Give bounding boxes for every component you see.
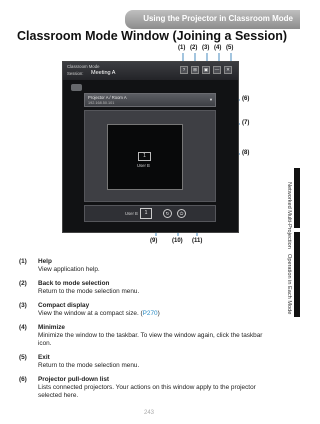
section-title: Using the Projector in Classroom Mode <box>143 14 293 23</box>
callout-9: (9) <box>150 238 158 244</box>
side-label-operation: Operation in Each Mode <box>286 254 292 315</box>
callout-7: (7) <box>242 120 250 126</box>
desc-num: (5) <box>19 354 27 361</box>
desc-num: (4) <box>19 324 27 331</box>
user-bar-name: User B <box>125 211 138 216</box>
projector-name: Projector A / Room A <box>88 95 127 100</box>
desc-text: Lists connected projectors. Your actions on this window apply to the projector selected here. <box>38 384 256 400</box>
desc-text: View application help. <box>38 266 100 273</box>
mode-label: Classroom Mode <box>67 64 100 69</box>
projector-ip: 192.168.50.101 <box>88 101 115 105</box>
window-tab-icon <box>71 84 82 91</box>
callout-3: (3) <box>202 45 210 51</box>
desc-num: (1) <box>19 258 27 265</box>
callout-10: (10) <box>172 238 183 244</box>
desc-term: Compact display <box>38 302 90 309</box>
back-to-mode-button[interactable]: ⊞ <box>191 66 199 74</box>
callout-8: (8) <box>242 150 250 156</box>
desc-text: Return to the mode selection menu. <box>38 288 140 295</box>
window-titlebar <box>63 62 238 80</box>
desc-term: Minimize <box>38 324 65 331</box>
side-tab-operation <box>294 232 300 317</box>
page-link[interactable]: P270 <box>142 310 158 317</box>
page-number: 243 <box>144 410 155 416</box>
projector-display-area <box>84 110 216 202</box>
section-header-bar <box>125 10 300 29</box>
callout-2: (2) <box>190 45 198 51</box>
screen-user-label: User B <box>137 163 150 168</box>
desc-term: Help <box>38 258 52 265</box>
compact-display-button[interactable]: ▣ <box>203 67 209 72</box>
help-button[interactable]: ? <box>180 66 188 74</box>
callout-6: (6) <box>242 96 250 102</box>
screen-number-icon: 1 <box>138 152 151 161</box>
minimize-button[interactable]: — <box>214 67 220 72</box>
callout-4: (4) <box>214 45 222 51</box>
refresh-icon[interactable]: ↻ <box>163 209 172 218</box>
classroom-mode-window-screenshot <box>62 61 239 233</box>
side-label-networked: Networked Multi-Projection <box>286 182 292 249</box>
user-screen-button[interactable]: 1 <box>140 208 152 219</box>
page-title: Classroom Mode Window (Joining a Session) <box>17 29 288 43</box>
desc-num: (2) <box>19 280 27 287</box>
session-label: Session: <box>67 71 84 76</box>
power-icon[interactable]: ⏻ <box>177 209 186 218</box>
desc-term: Back to mode selection <box>38 280 110 287</box>
desc-text-after: ) <box>157 310 160 317</box>
user-bar <box>84 205 216 222</box>
desc-text-before: View the window at a compact size. ( <box>38 310 143 317</box>
desc-text <box>38 310 273 318</box>
desc-num: (3) <box>19 302 27 309</box>
chevron-down-icon: ▼ <box>209 97 213 102</box>
exit-button[interactable]: ✕ <box>224 66 232 74</box>
side-tab-networked <box>294 168 300 228</box>
session-value: Meeting A <box>91 70 116 76</box>
desc-term: Projector pull-down list <box>38 376 110 383</box>
projector-pulldown[interactable] <box>84 93 216 107</box>
projected-screen <box>107 124 183 190</box>
desc-text: Minimize the window to the taskbar. To view the window again, click the taskbar icon. <box>38 332 263 348</box>
callout-11: (11) <box>192 238 203 244</box>
desc-term: Exit <box>38 354 50 361</box>
desc-num: (6) <box>19 376 27 383</box>
callout-5: (5) <box>226 45 234 51</box>
desc-text: Return to the mode selection menu. <box>38 362 140 369</box>
callout-1: (1) <box>178 45 186 51</box>
